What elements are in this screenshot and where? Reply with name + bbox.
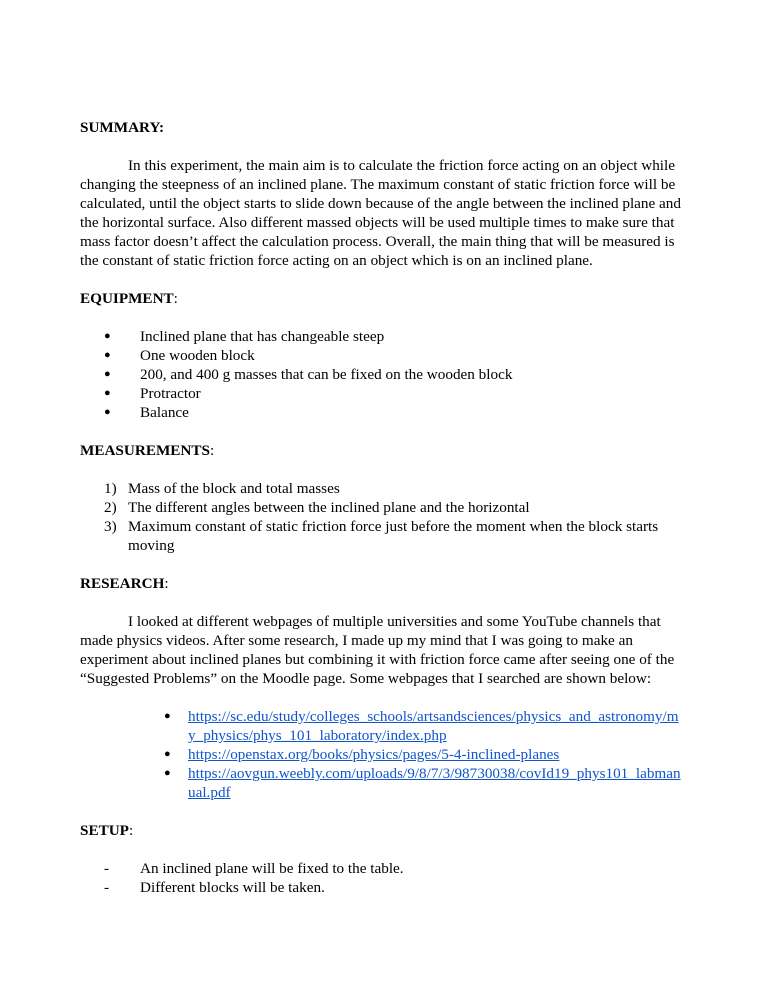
equipment-heading-text: EQUIPMENT: [80, 290, 174, 307]
list-number: 3): [104, 518, 117, 535]
list-text: Maximum constant of static friction force just before the moment when the block starts moving: [128, 518, 659, 554]
list-item: ● One wooden block: [80, 346, 684, 365]
summary-heading: SUMMARY:: [80, 119, 165, 136]
research-paragraph: I looked at different webpages of multiple universities and some YouTube channels that made physics videos. After some research, I made up my mind that I was going to make an experiment about inclined planes but combining it with friction force came after seeing one of the “Suggested Problems” on the Moodle page. Some webpages that I searched are shown below:: [80, 613, 675, 687]
research-heading: [80, 574, 684, 593]
setup-heading-text: SETUP: [80, 822, 129, 839]
summary-paragraph: In this experiment, the main aim is to calculate the friction force acting on an object while changing the steepness of an inclined plane. The maximum constant of static friction force will be calculated, until the object starts to slide down because of the angle between the inclined plane and the horizontal surface. Also different massed objects will be used multiple times to make sure that mass factor doesn’t affect the calculation process. Overall, the main thing that will be measured is the constant of static friction force acting on an object which is on an inclined plane.: [80, 157, 681, 269]
list-item: [80, 764, 684, 802]
list-item: ● Protractor: [80, 384, 684, 403]
measurements-heading: [80, 441, 684, 460]
document-page: [80, 118, 684, 897]
equipment-heading: [80, 289, 684, 308]
list-item: [80, 707, 684, 745]
list-item: ● Inclined plane that has changeable steep: [80, 327, 684, 346]
research-heading-text: RESEARCH: [80, 575, 165, 592]
list-text: Different blocks will be taken.: [140, 879, 325, 896]
link-aovgun[interactable]: https://aovgun.weebly.com/uploads/9/8/7/3/98730038/covId19_phys101_labmanual.pdf: [188, 765, 681, 801]
colon: :: [209, 442, 215, 459]
dash-bullet: -: [104, 879, 110, 896]
list-item: [80, 878, 684, 897]
list-number: 1): [104, 480, 117, 497]
link-sc-edu[interactable]: https://sc.edu/study/colleges_schools/artsandsciences/physics_and_astronomy/my_physics/phys_101_laboratory/index.php: [188, 708, 679, 744]
list-item: [80, 498, 684, 517]
dash-bullet: -: [104, 860, 110, 877]
list-item: [80, 859, 684, 878]
colon: :: [164, 575, 169, 592]
list-text: The different angles between the inclined plane and the horizontal: [128, 499, 530, 516]
list-item: ● Balance: [80, 403, 684, 422]
measurements-heading-text: MEASUREMENTS: [80, 442, 210, 459]
list-number: 2): [104, 499, 117, 516]
colon: :: [128, 822, 134, 839]
link-openstax[interactable]: https://openstax.org/books/physics/pages/5-4-inclined-planes: [188, 746, 560, 763]
list-item: [80, 479, 684, 498]
colon: :: [173, 290, 178, 307]
setup-list: [80, 859, 684, 897]
equipment-list: [80, 327, 684, 422]
list-item: [80, 517, 684, 555]
list-text: Mass of the block and total masses: [128, 480, 340, 497]
measurements-list: [80, 479, 684, 555]
research-links: [80, 707, 684, 802]
list-item: [80, 745, 684, 764]
list-item: ● 200, and 400 g masses that can be fixed on the wooden block: [80, 365, 684, 384]
list-text: An inclined plane will be fixed to the table.: [140, 860, 404, 877]
setup-heading: [80, 821, 684, 840]
